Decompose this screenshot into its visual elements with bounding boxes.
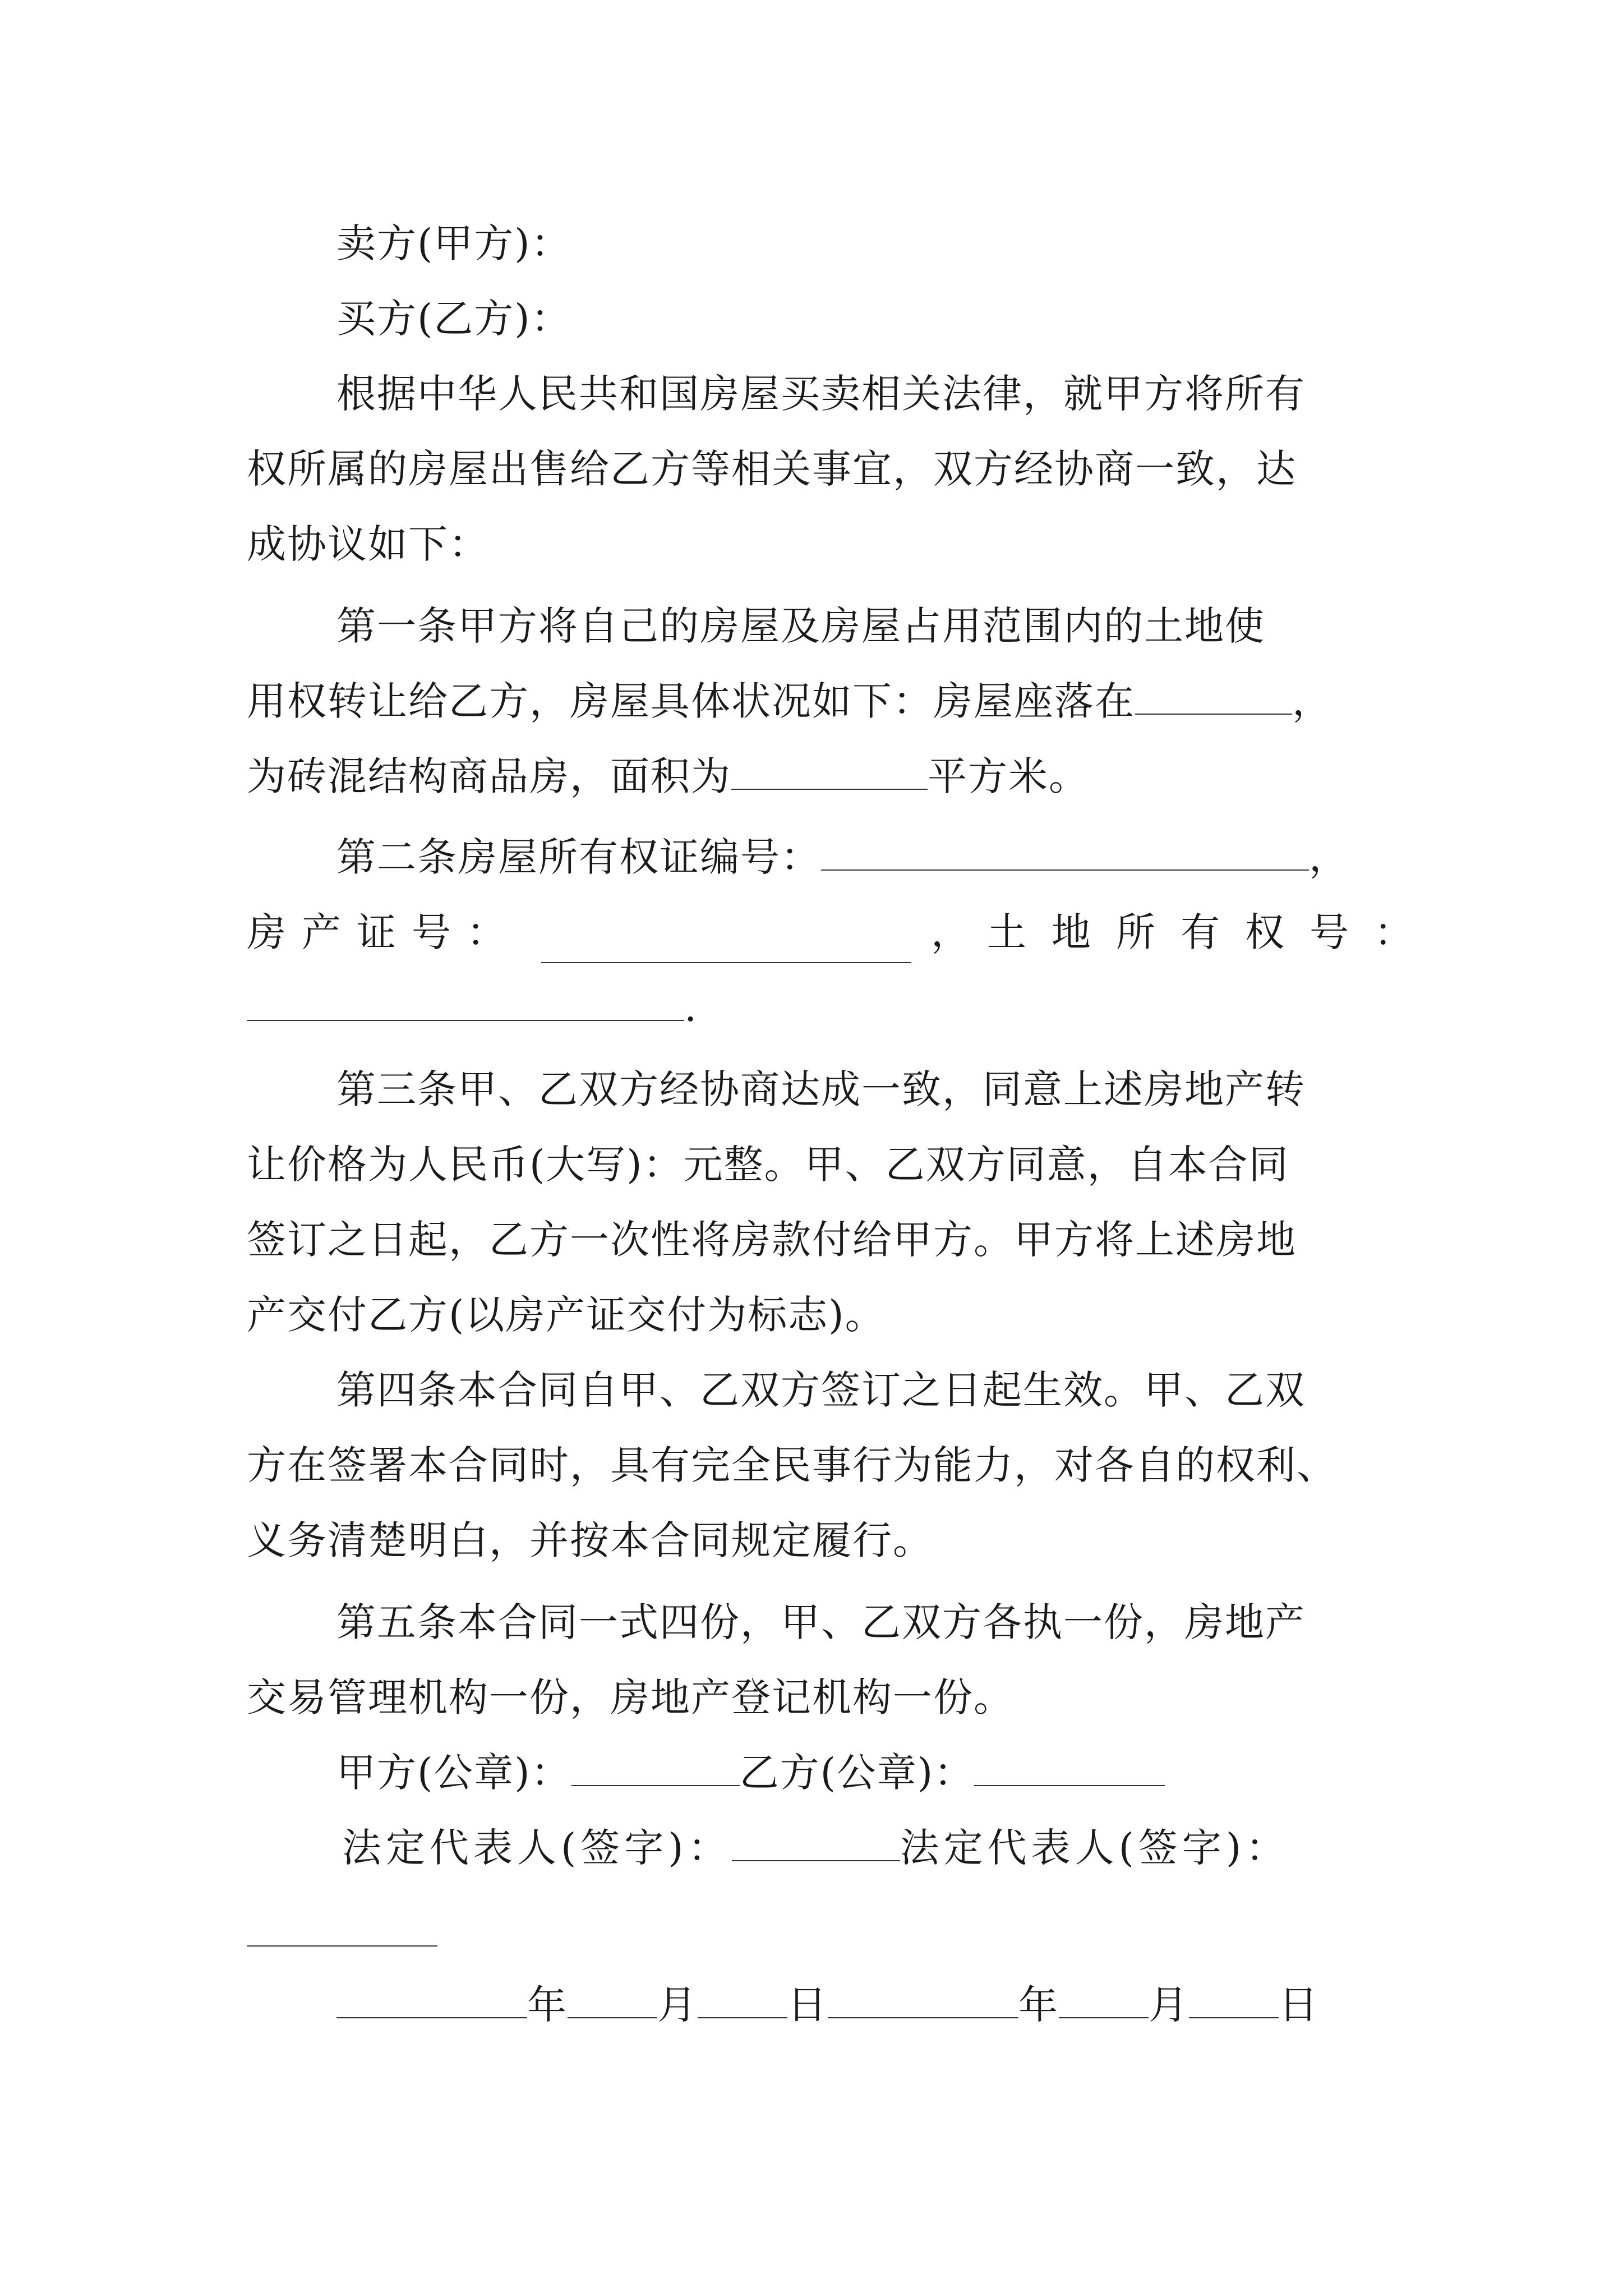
- party-b-seal-label: 乙方(公章)：: [739, 1750, 975, 1796]
- date-b-month-blank[interactable]: [1059, 1978, 1149, 2018]
- seller-label: 卖方(甲方)：: [336, 220, 571, 266]
- art5-line-1: 第五条本合同一式四份，甲、乙双方各执一份，房地产: [336, 1599, 1306, 1645]
- art1-line-2-text: 用权转让给乙方，房屋具体状况如下：房屋座落在: [247, 678, 1135, 724]
- rep-b-label: 法定代表人(签字)：: [900, 1825, 1290, 1871]
- art3-line-3: 签订之日起，乙方一次性将房款付给甲方。甲方将上述房地: [247, 1217, 1297, 1263]
- art2-line-3: [247, 979, 698, 1036]
- date-line: [336, 1977, 1319, 2033]
- intro-line-1: 根据中华人民共和国房屋买卖相关法律，就甲方将所有: [336, 371, 1306, 417]
- art1-line-2: [247, 673, 1332, 729]
- house-cert-blank[interactable]: [541, 923, 911, 963]
- art1-line-3-text: 为砖混结构商品房，面积为: [247, 753, 731, 799]
- art1-line-1: 第一条甲方将自己的房屋及房屋占用范围内的土地使: [336, 603, 1265, 649]
- art2-line-1-text: 第二条房屋所有权证编号：: [336, 834, 821, 880]
- art2-line-2-comma: ，: [931, 909, 970, 955]
- art4-line-2: 方在签署本合同时，具有完全民事行为能力，对各自的权利、: [247, 1442, 1337, 1488]
- intro-line-2: 权所属的房屋出售给乙方等相关事宜，双方经协商一致，达: [247, 446, 1297, 492]
- ownership-cert-blank[interactable]: [821, 830, 1309, 871]
- rep-a-blank[interactable]: [732, 1821, 900, 1861]
- date-a-year-blank[interactable]: [336, 1978, 527, 2018]
- art4-line-1: 第四条本合同自甲、乙双方签订之日起生效。甲、乙双: [336, 1367, 1306, 1413]
- date-a-day: 日: [787, 1982, 828, 2028]
- art3-line-2: 让价格为人民币(大写)：元整。甲、乙双方同意，自本合同: [247, 1142, 1289, 1188]
- party-b-seal-blank[interactable]: [974, 1746, 1165, 1786]
- art2-line-1: [336, 829, 1349, 885]
- date-b-day-blank[interactable]: [1189, 1978, 1279, 2018]
- art5-line-2: 交易管理机构一份，房地产登记机构一份。: [247, 1674, 1014, 1720]
- art4-line-3: 义务清楚明白，并按本合同规定履行。: [247, 1517, 933, 1563]
- date-b-month: 月: [1149, 1982, 1189, 2028]
- art3-line-1: 第三条甲、乙双方经协商达成一致，同意上述房地产转: [336, 1066, 1306, 1112]
- art3-line-4: 产交付乙方(以房产证交付为标志)。: [247, 1292, 886, 1338]
- date-b-year: 年: [1018, 1982, 1059, 2028]
- land-ownership-label: 土地所有权号：: [987, 909, 1438, 955]
- intro-line-3: 成协议如下：: [247, 521, 489, 567]
- art1-line-3: [247, 748, 1089, 804]
- rep-a-label: 法定代表人(签字)：: [342, 1825, 732, 1871]
- date-a-year: 年: [527, 1982, 568, 2028]
- date-b-year-blank[interactable]: [828, 1978, 1018, 2018]
- area-blank[interactable]: [731, 749, 928, 790]
- date-a-month-blank[interactable]: [568, 1978, 657, 2018]
- land-ownership-blank[interactable]: [247, 981, 684, 1021]
- seal-line: [336, 1745, 1165, 1801]
- art1-line-3-unit: 平方米。: [928, 753, 1089, 799]
- date-b-day: 日: [1279, 1982, 1319, 2028]
- rep-b-blank[interactable]: [247, 1906, 437, 1947]
- house-cert-label: 房产证号：: [247, 909, 522, 955]
- location-blank[interactable]: [1135, 674, 1292, 715]
- party-a-seal-label: 甲方(公章)：: [336, 1750, 571, 1796]
- date-a-day-blank[interactable]: [698, 1978, 787, 2018]
- date-a-month: 月: [657, 1982, 698, 2028]
- art2-line-1-comma: ，: [1309, 834, 1349, 880]
- art1-line-2-comma: ，: [1292, 678, 1332, 724]
- art2-line-3-end: .: [684, 984, 698, 1030]
- rep-line: [342, 1820, 1289, 1876]
- party-a-seal-blank[interactable]: [571, 1746, 740, 1786]
- buyer-label: 买方(乙方)：: [336, 296, 571, 342]
